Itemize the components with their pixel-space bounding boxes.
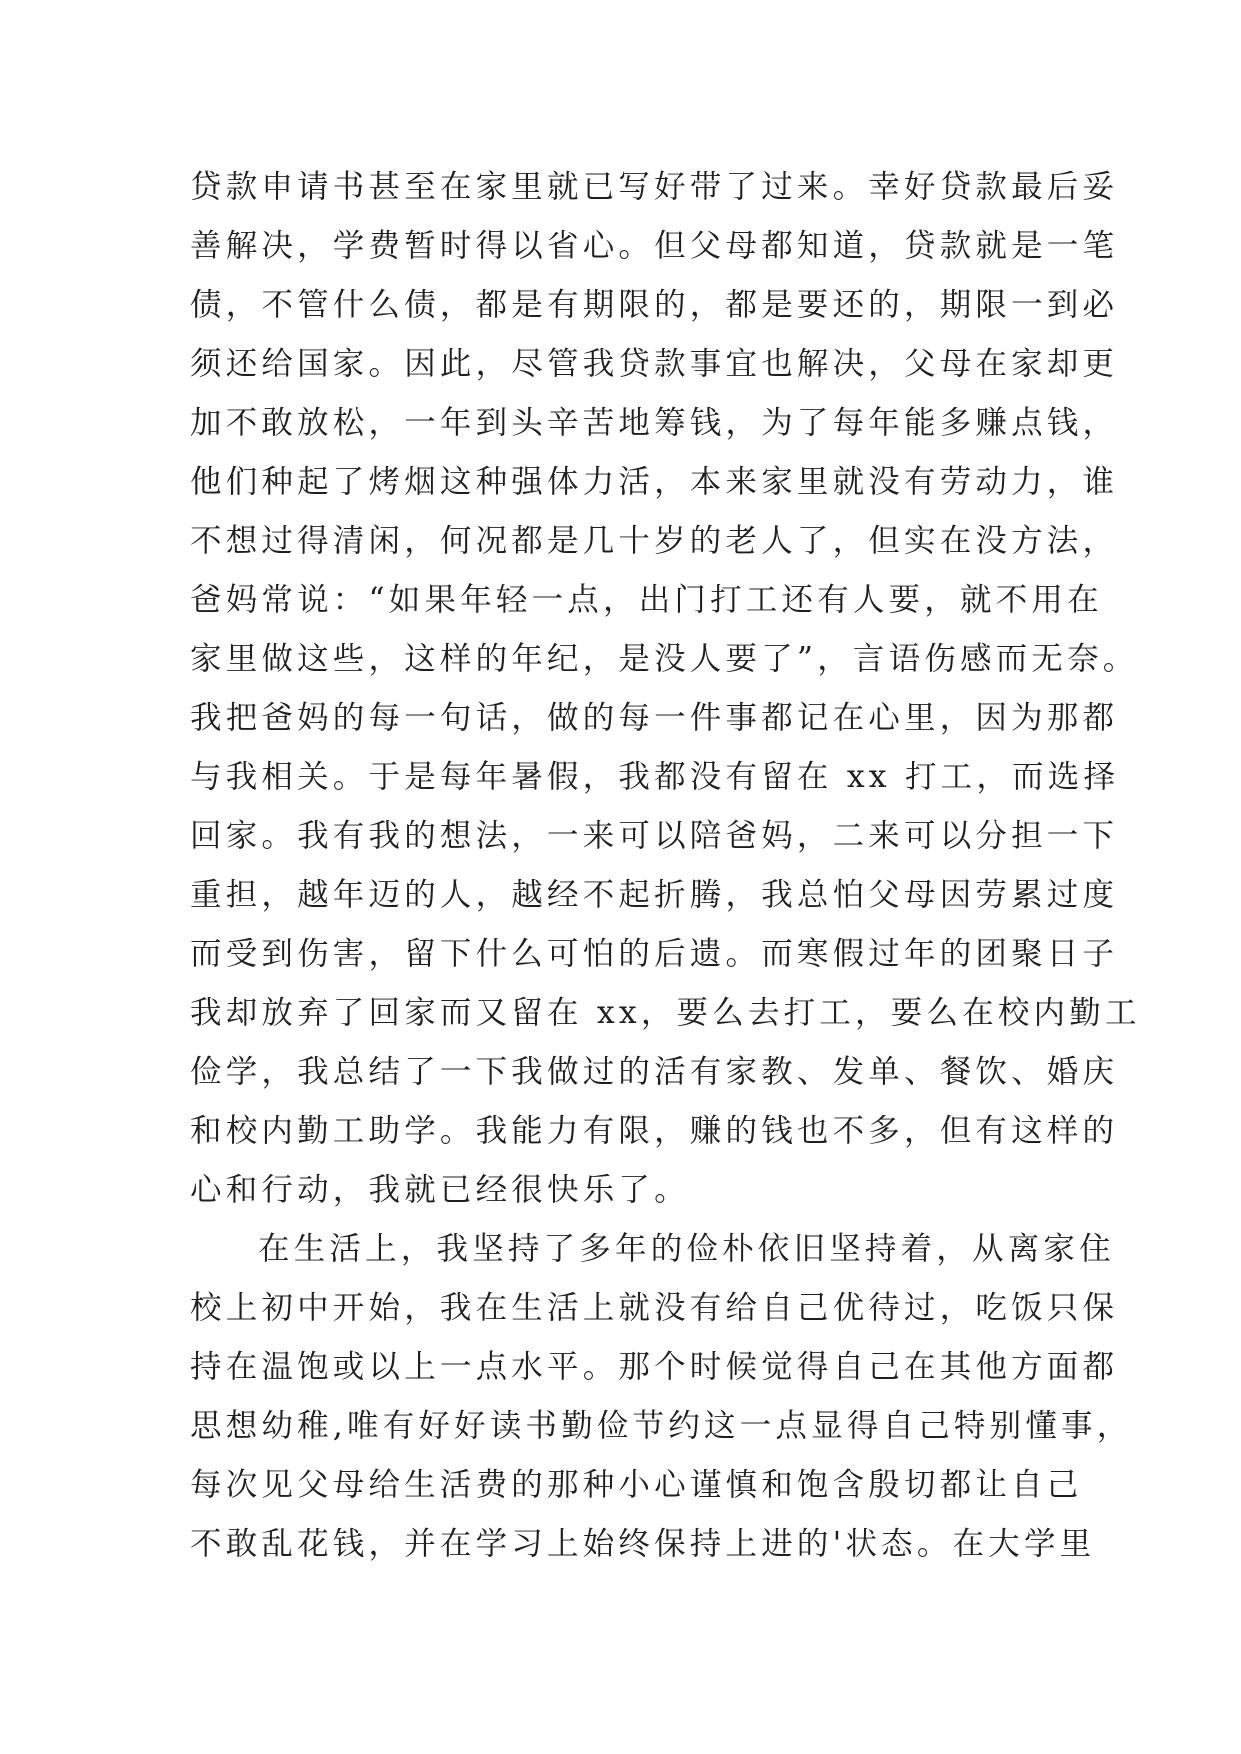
text-line: 重担，越年迈的人，越经不起折腾，我总怕父母因劳累过度 — [190, 877, 1119, 913]
text-line: 每次见父母给生活费的那种小心谨慎和饱含殷切都让自己 — [190, 1467, 1083, 1503]
text-line: 持在温饱或以上一点水平。那个时候觉得自己在其他方面都 — [190, 1349, 1119, 1385]
text-line: 心和行动，我就已经很快乐了。 — [190, 1172, 690, 1208]
text-line: 不想过得清闲，何况都是几十岁的老人了，但实在没方法， — [190, 523, 1119, 559]
text-line: 思想幼稚,唯有好好读书勤俭节约这一点显得自己特别懂事， — [190, 1408, 1133, 1444]
text-line: 与我相关。于是每年暑假，我都没有留在 xx 打工，而选择 — [190, 759, 1120, 795]
body-text — [190, 158, 1141, 1574]
text-line: 加不敢放松，一年到头辛苦地筹钱，为了每年能多赚点钱， — [190, 405, 1119, 441]
text-line: 不敢乱花钱，并在学习上始终保持上进的'状态。在大学里 — [190, 1526, 1096, 1562]
text-line: 爸妈常说：“如果年轻一点，出门打工还有人要，就不用在 — [190, 582, 1103, 618]
text-line: 而受到伤害，留下什么可怕的后遗。而寒假过年的团聚日子 — [190, 936, 1119, 972]
text-line: 俭学，我总结了一下我做过的活有家教、发单、餐饮、婚庆 — [190, 1054, 1119, 1090]
text-line: 和校内勤工助学。我能力有限，赚的钱也不多，但有这样的 — [190, 1113, 1119, 1149]
text-line: 须还给国家。因此，尽管我贷款事宜也解决，父母在家却更 — [190, 346, 1119, 382]
text-line: 善解决，学费暂时得以省心。但父母都知道，贷款就是一笔 — [190, 228, 1119, 264]
text-line: 校上初中开始，我在生活上就没有给自己优待过，吃饭只保 — [190, 1290, 1119, 1326]
text-line: 他们种起了烤烟这种强体力活，本来家里就没有劳动力，谁 — [190, 464, 1119, 500]
text-line: 回家。我有我的想法，一来可以陪爸妈，二来可以分担一下 — [190, 818, 1119, 854]
paragraph-start-line: 在生活上，我坚持了多年的俭朴依旧坚持着，从离家住 — [258, 1231, 1115, 1267]
text-line: 我把爸妈的每一句话，做的每一件事都记在心里，因为那都 — [190, 700, 1119, 736]
text-line: 家里做这些，这样的年纪，是没人要了”，言语伤感而无奈。 — [190, 641, 1139, 677]
text-line: 债，不管什么债，都是有期限的，都是要还的，期限一到必 — [190, 287, 1119, 323]
text-line: 我却放弃了回家而又留在 xx，要么去打工，要么在校内勤工 — [190, 995, 1141, 1031]
text-line: 贷款申请书甚至在家里就已写好带了过来。幸好贷款最后妥 — [190, 169, 1119, 205]
